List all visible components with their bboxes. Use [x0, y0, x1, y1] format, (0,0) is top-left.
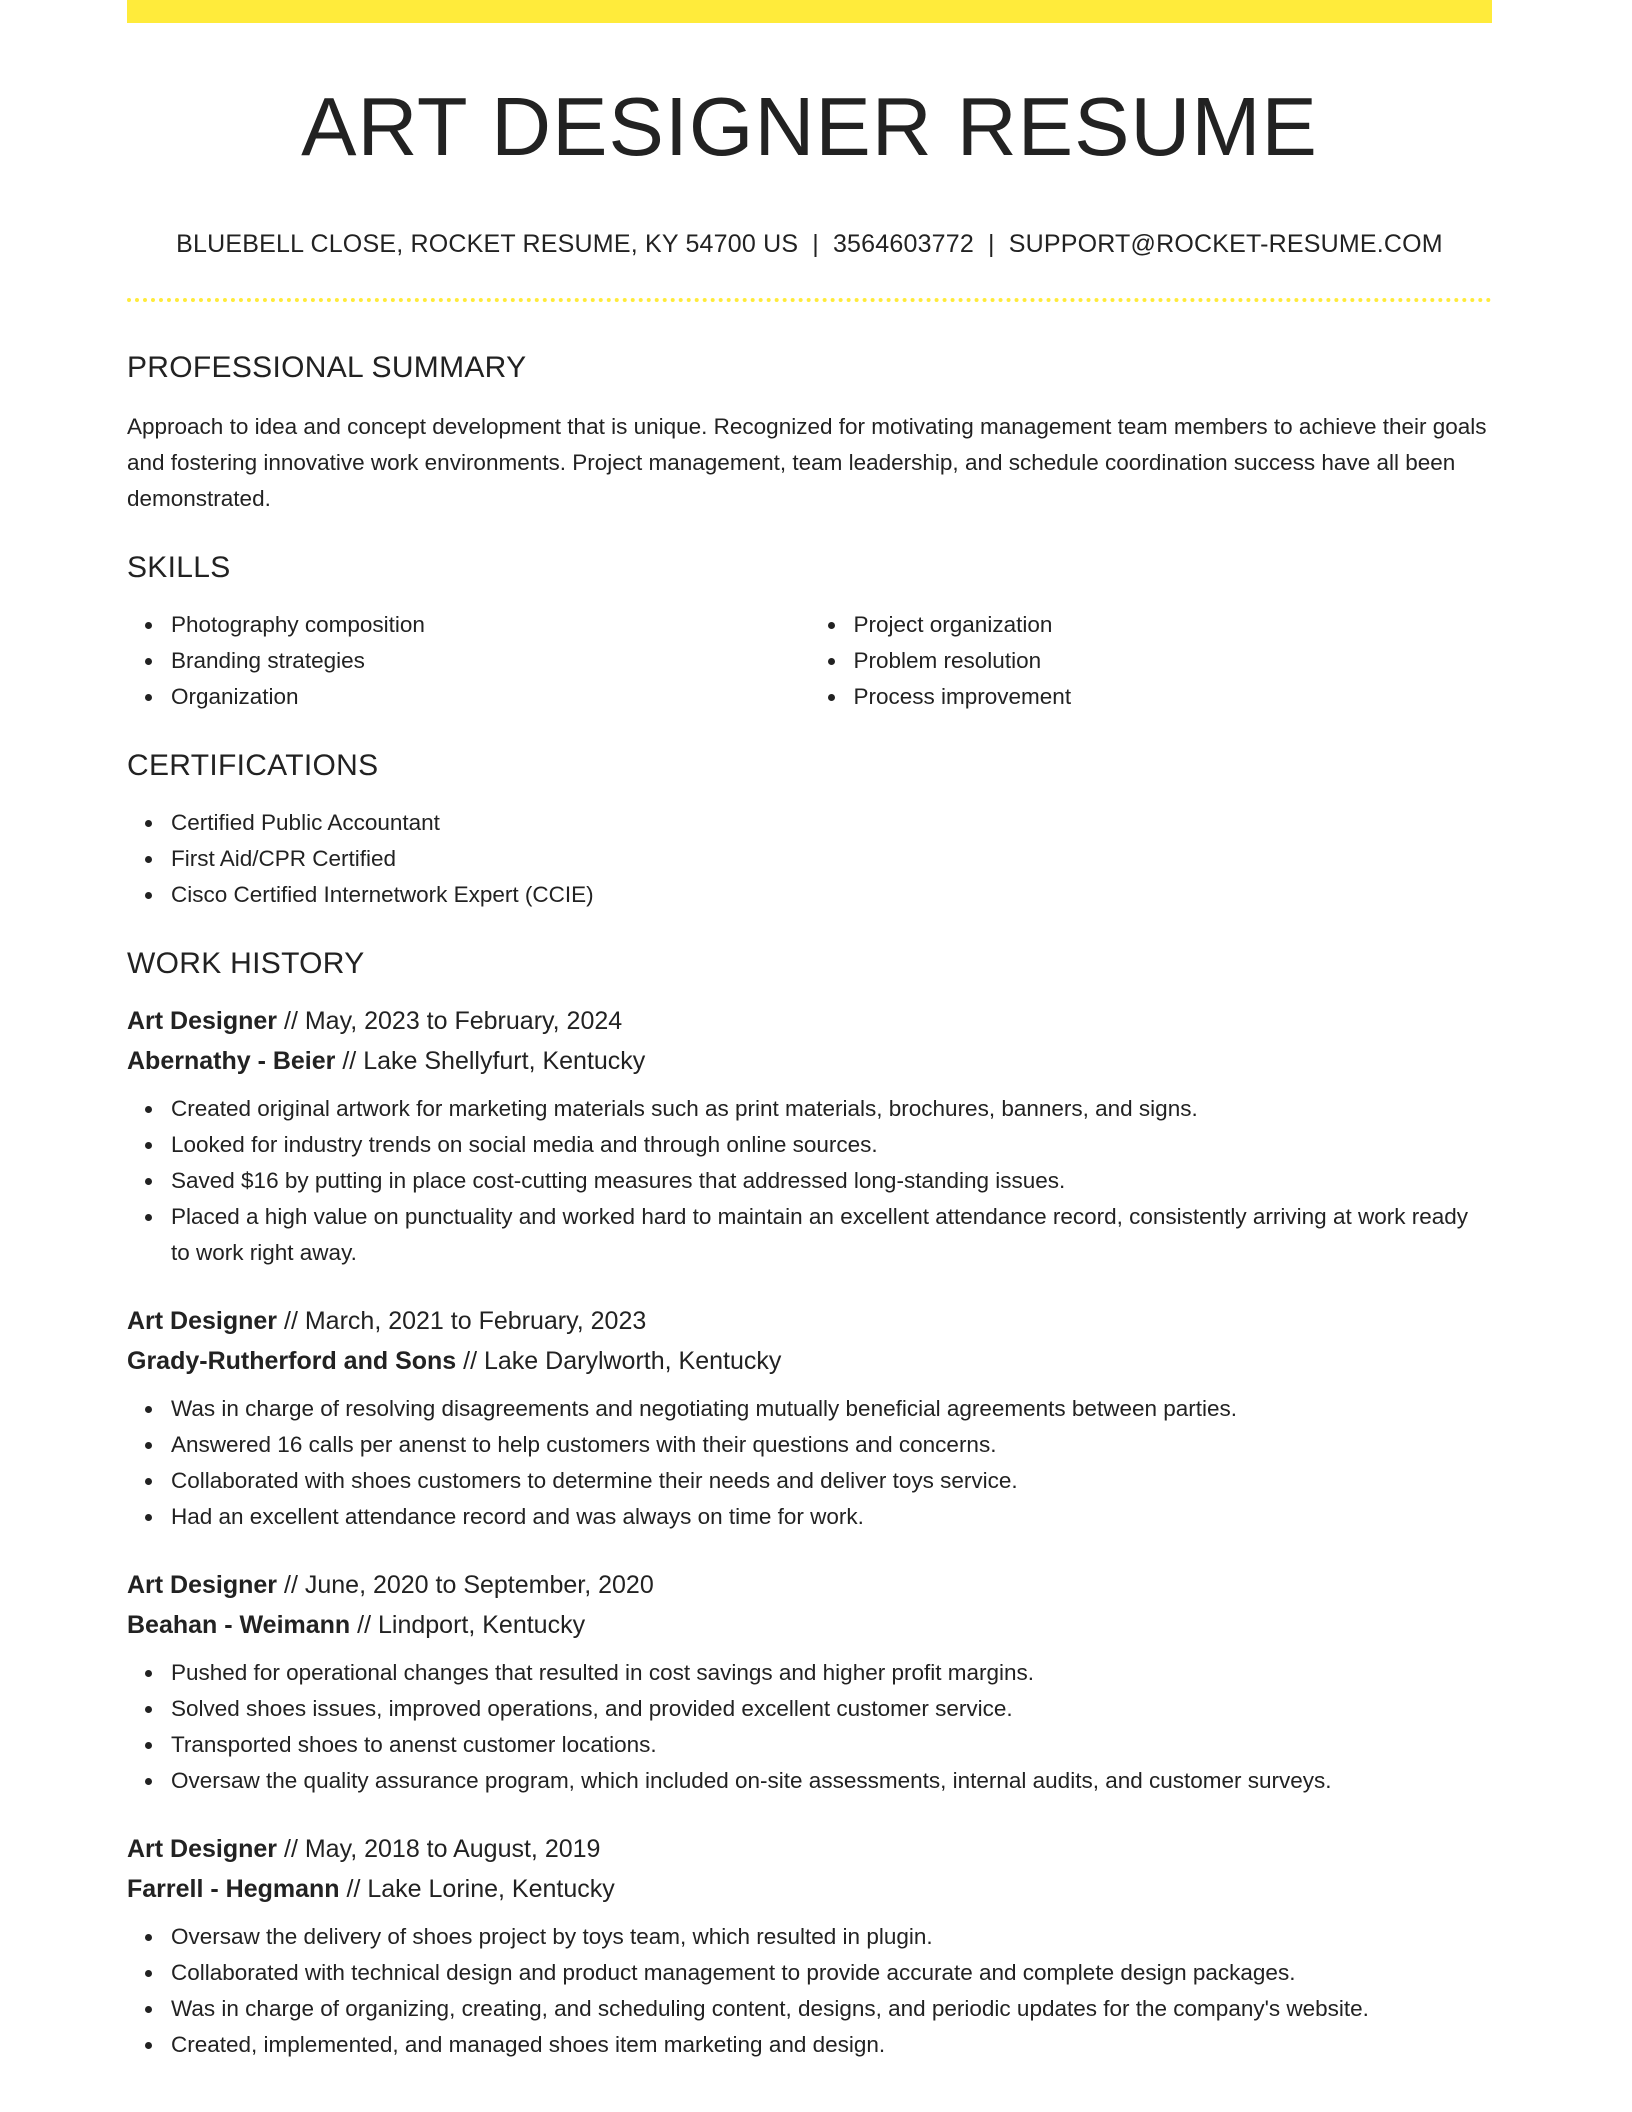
job-role: Art Designer [127, 1571, 278, 1599]
job-separator: // [346, 1875, 361, 1903]
contact-email: SUPPORT@ROCKET-RESUME.COM [1008, 230, 1443, 258]
job-separator: // [284, 1307, 298, 1335]
contact-separator: | [812, 230, 819, 258]
job-entry [127, 1829, 1492, 2063]
job-dates: May, 2023 to February, 2024 [304, 1007, 623, 1035]
resume-page [127, 0, 1492, 2063]
job-location: Lindport, Kentucky [378, 1611, 586, 1639]
summary-text: Approach to idea and concept development that is unique. Recognized for motivating management team members to achieve their goals and fostering innovative work environments. Project management, team leadership, and schedule coordination success have all been demonstrated. [127, 414, 1487, 511]
job-role-line [127, 1001, 1492, 1041]
job-bullet: Oversaw the quality assurance program, which included on-site assessments, internal audits, and customer surveys. [171, 1763, 1492, 1799]
job-bullet: Solved shoes issues, improved operations, and provided excellent customer service. [171, 1691, 1492, 1727]
job-company: Farrell - Hegmann [127, 1875, 340, 1903]
job-separator: // [284, 1571, 298, 1599]
job-bullet: Placed a high value on punctuality and worked hard to maintain an excellent attendance record, consistently arriving at work ready to work right away. [171, 1199, 1492, 1271]
summary-heading: PROFESSIONAL SUMMARY [127, 351, 527, 384]
certification-item: Cisco Certified Internetwork Expert (CCIE) [171, 877, 1492, 913]
job-bullet: Answered 16 calls per anenst to help customers with their questions and concerns. [171, 1427, 1492, 1463]
job-bullet: Oversaw the delivery of shoes project by toys team, which resulted in plugin. [171, 1919, 1492, 1955]
skill-item: Process improvement [854, 679, 1493, 715]
job-company-line [127, 1341, 1492, 1381]
job-entry [127, 1565, 1492, 1799]
job-bullet: Was in charge of organizing, creating, and scheduling content, designs, and periodic updates for the company's website. [171, 1991, 1492, 2027]
certification-item: First Aid/CPR Certified [171, 841, 1492, 877]
skills-right-list [810, 607, 1493, 715]
job-entry [127, 1301, 1492, 1535]
contact-separator: | [988, 230, 995, 258]
job-company-line [127, 1605, 1492, 1645]
job-role: Art Designer [127, 1007, 278, 1035]
skill-item: Branding strategies [171, 643, 810, 679]
job-company: Abernathy - Beier [127, 1047, 336, 1075]
job-company: Grady-Rutherford and Sons [127, 1347, 457, 1375]
job-bullet: Created, implemented, and managed shoes item marketing and design. [171, 2027, 1492, 2063]
job-company-line [127, 1041, 1492, 1081]
skills-heading: SKILLS [127, 551, 231, 584]
resume-title: ART DESIGNER RESUME [301, 80, 1318, 173]
job-dates: June, 2020 to September, 2020 [304, 1571, 654, 1599]
job-bullet-list [127, 1391, 1492, 1535]
job-location: Lake Shellyfurt, Kentucky [363, 1047, 646, 1075]
job-separator: // [284, 1007, 298, 1035]
job-bullet: Was in charge of resolving disagreements and negotiating mutually beneficial agreements between parties. [171, 1391, 1492, 1427]
job-role: Art Designer [127, 1307, 278, 1335]
job-bullet: Transported shoes to anenst customer locations. [171, 1727, 1492, 1763]
skills-left-list [127, 607, 810, 715]
job-dates: May, 2018 to August, 2019 [304, 1835, 601, 1863]
skill-item: Project organization [854, 607, 1493, 643]
contact-phone: 3564603772 [832, 230, 974, 258]
job-location: Lake Darylworth, Kentucky [484, 1347, 782, 1375]
job-dates: March, 2021 to February, 2023 [304, 1307, 647, 1335]
job-bullet: Had an excellent attendance record and was always on time for work. [171, 1499, 1492, 1535]
job-bullet-list [127, 1919, 1492, 2063]
job-role-line [127, 1301, 1492, 1341]
work-history-heading: WORK HISTORY [127, 947, 365, 980]
job-bullet: Created original artwork for marketing materials such as print materials, brochures, banners, and signs. [171, 1091, 1492, 1127]
job-separator: // [342, 1047, 357, 1075]
skill-item: Organization [171, 679, 810, 715]
job-bullet: Saved $16 by putting in place cost-cutting measures that addressed long-standing issues. [171, 1163, 1492, 1199]
job-separator: // [463, 1347, 478, 1375]
top-accent-bar [127, 0, 1492, 23]
job-entry [127, 1001, 1492, 1271]
dotted-divider [127, 298, 1492, 302]
certification-item: Certified Public Accountant [171, 805, 1492, 841]
job-role: Art Designer [127, 1835, 278, 1863]
job-company-line [127, 1869, 1492, 1909]
certifications-heading: CERTIFICATIONS [127, 749, 379, 782]
job-role-line [127, 1829, 1492, 1869]
skill-item: Photography composition [171, 607, 810, 643]
job-location: Lake Lorine, Kentucky [367, 1875, 615, 1903]
contact-line [127, 232, 1492, 257]
job-company: Beahan - Weimann [127, 1611, 351, 1639]
skills-grid [127, 607, 1492, 715]
certifications-list [127, 805, 1492, 913]
skill-item: Problem resolution [854, 643, 1493, 679]
job-bullet: Collaborated with shoes customers to determine their needs and deliver toys service. [171, 1463, 1492, 1499]
job-separator: // [284, 1835, 298, 1863]
job-bullet-list [127, 1091, 1492, 1271]
job-role-line [127, 1565, 1492, 1605]
job-bullet: Pushed for operational changes that resulted in cost savings and higher profit margins. [171, 1655, 1492, 1691]
job-separator: // [357, 1611, 372, 1639]
job-bullet-list [127, 1655, 1492, 1799]
contact-address: BLUEBELL CLOSE, ROCKET RESUME, KY 54700 US [176, 230, 799, 258]
job-bullet: Collaborated with technical design and product management to provide accurate and complete design packages. [171, 1955, 1492, 1991]
job-bullet: Looked for industry trends on social media and through online sources. [171, 1127, 1492, 1163]
